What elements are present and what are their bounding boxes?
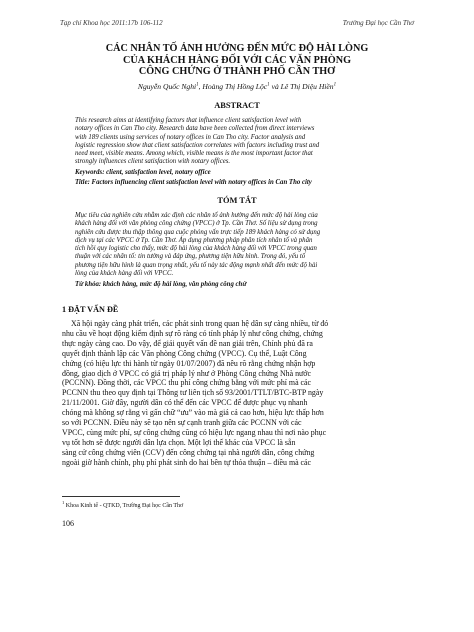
footnote-divider — [62, 496, 180, 497]
tom-tat-line: nghiên cứu được thu thập thông qua cuộc phỏng vấn trực tiếp 189 khách hàng có sử dụng — [75, 228, 321, 236]
abstract-keywords — [75, 169, 399, 177]
footnote-text: Khoa Kinh tế - QTKD, Trường Đại học Cần Thơ — [64, 503, 184, 509]
footnote-mark: 1 — [62, 500, 65, 505]
body-line: PCCNN thu theo quy định tại Thông tư liên tịch số 93/2001/TTLT/BTC-BTP ngày — [62, 388, 324, 398]
tom-tat-line: tích hồi quy logistic cho thấy, mức độ hài lòng của khách hàng đối với VPCC trong quan — [75, 245, 317, 253]
body-line: đồng, giao dịch ở VPCC có giá trị pháp lý như ở Phòng Công chứng Nhà nước — [62, 368, 311, 378]
body-line: ngoài giờ hành chính, phụ phí phát sinh do hai bên tự thỏa thuận – điều mà các — [62, 457, 312, 467]
running-header — [60, 19, 414, 27]
tom-tat-line: Mục tiêu của nghiên cứu nhằm xác định các nhân tố ảnh hưởng đến mức độ hài lòng của — [75, 212, 318, 219]
abstract-line: notary offices in Can Tho city. Research data have been collected from direct interviews — [75, 125, 315, 133]
keywords-label: Từ khóa: — [75, 281, 102, 288]
page-number: 106 — [62, 519, 74, 528]
author-separator: và — [269, 82, 281, 91]
english-title-label: Title: — [75, 179, 90, 186]
abstract-line: This research aims at identifying factors that influence client satisfaction level with — [75, 117, 302, 124]
affiliation-mark: 1 — [267, 82, 270, 88]
author-list — [56, 82, 418, 91]
tom-tat-line: phương tiện hữu hình là quan trọng nhất, yếu tố này tác động mạnh nhất đến mức độ hài — [75, 261, 318, 269]
abstract-line: need meet, visible means. Among which, visible means is the most important factor that — [75, 150, 313, 158]
body-line: thực ngày càng cao. Do vậy, để giải quyết vấn đề nan giải trên, Chính phủ đã ra — [62, 338, 313, 348]
section-heading: 1 ĐẶT VẤN ĐỀ — [62, 305, 119, 314]
body-line: vụ tốt hơn sẽ được người dân lựa chọn. Một lợi thế khác của VPCC là sẵn — [62, 437, 296, 447]
body-line: so với PCCNN. Điều này sẽ tạo nên sự cạnh tranh giữa các PCCNN với các — [62, 418, 302, 428]
author-name: Hoàng Thị Hồng Lộc — [202, 82, 268, 91]
tom-tat-line: thuận với các nhân tố: tin tưởng và đáp ứng, phương tiện hữu hình. Trong đó, yếu tố — [75, 253, 306, 261]
abstract-line: strongly influences client satisfaction with notary offices. — [75, 158, 231, 166]
title-line: CỦA KHÁCH HÀNG ĐỐI VỚI CÁC VĂN PHÒNG — [122, 54, 351, 66]
english-title-value: Factors influencing client satisfaction level with notary offices in Can Tho city — [89, 179, 312, 186]
author-separator: , — [198, 82, 203, 91]
body-line: (PCCNN). Đồng thời, các VPCC thu phí công chứng bằng với mức phí mà các — [62, 378, 312, 388]
body-line: chứng (có hiệu lực thi hành từ ngày 01/07/2007) đã nêu rõ rằng chứng nhận hợp — [62, 358, 316, 368]
tom-tat-line: dịch vụ tại các VPCC ở Tp. Cần Thơ. Áp dụng phương pháp phân tích nhân tố và phân — [75, 236, 313, 244]
affiliation-mark: 1 — [333, 82, 337, 88]
tom-tat-heading: TÓM TẮT — [217, 196, 257, 205]
abstract-line: logistic regression show that client satisfaction correlates with factors including trust and — [75, 141, 320, 149]
keywords-value: client, satisfaction level, notary office — [104, 169, 211, 176]
body-line: nhu cầu về hoạt động kiểm định sự rõ ràng có tính pháp lý như công chứng, chứng — [62, 328, 323, 338]
body-line: sàng cử công chứng viên (CCV) đến công chứng tại nhà người dân, công chứng — [62, 447, 315, 457]
journal-citation: Tạp chí Khoa học 2011:17b 106-112 — [60, 19, 163, 27]
abstract-line: with 189 clients using services of notary offices in Can Tho city. Factor analysis and — [75, 133, 306, 141]
keywords-label: Keywords: — [75, 169, 105, 176]
tom-tat-text — [75, 212, 399, 278]
title-line: CÔNG CHỨNG Ở THÀNH PHỐ CẦN THƠ — [138, 66, 336, 77]
introduction-text — [62, 319, 412, 468]
abstract-text — [75, 117, 399, 167]
title-line: CÁC NHÂN TỐ ẢNH HƯỞNG ĐẾN MỨC ĐỘ HÀI LÒNG — [105, 43, 369, 54]
body-line: quyết định thành lập các Văn phòng Công chứng (VPCC). Cụ thể, Luật Công — [62, 348, 307, 358]
university-name: Trường Đại học Cần Thơ — [342, 19, 414, 27]
tom-tat-keywords — [75, 281, 399, 289]
footnote — [62, 500, 183, 509]
author-name: Nguyễn Quốc Nghi — [137, 82, 197, 91]
tom-tat-line: lòng của khách hàng đối với VPCC. — [75, 270, 174, 278]
author-name: Lê Thị Diệu Hiền — [280, 82, 334, 91]
body-line: 21/11/2001. Giờ đây, người dân có thể đến các VPCC để được phục vụ nhanh — [62, 398, 308, 408]
english-title — [75, 179, 399, 187]
body-line: VPCC, cùng mức phí, sự công chứng cũng có hiệu lực ngang nhau thì nơi nào phục — [62, 427, 327, 437]
abstract-heading: ABSTRACT — [214, 101, 260, 110]
tom-tat-line: khách hàng đối với văn phòng công chứng (VPCC) ở Tp. Cần Thơ. Số liệu sử dụng trong — [75, 220, 318, 228]
body-line: Xã hội ngày càng phát triển, các phát sinh trong quan hệ dân sự càng nhiều, từ đó — [71, 319, 329, 328]
keywords-value: khách hàng, mức độ hài lòng, văn phòng công chứ — [101, 281, 247, 288]
affiliation-mark: 1 — [196, 82, 199, 88]
paper-title — [56, 43, 418, 78]
body-line: chóng mà không sợ rằng vì gấn chữ “ưu” vào mà giá cả cao hơn, hiệu lực thấp hơn — [62, 408, 324, 418]
